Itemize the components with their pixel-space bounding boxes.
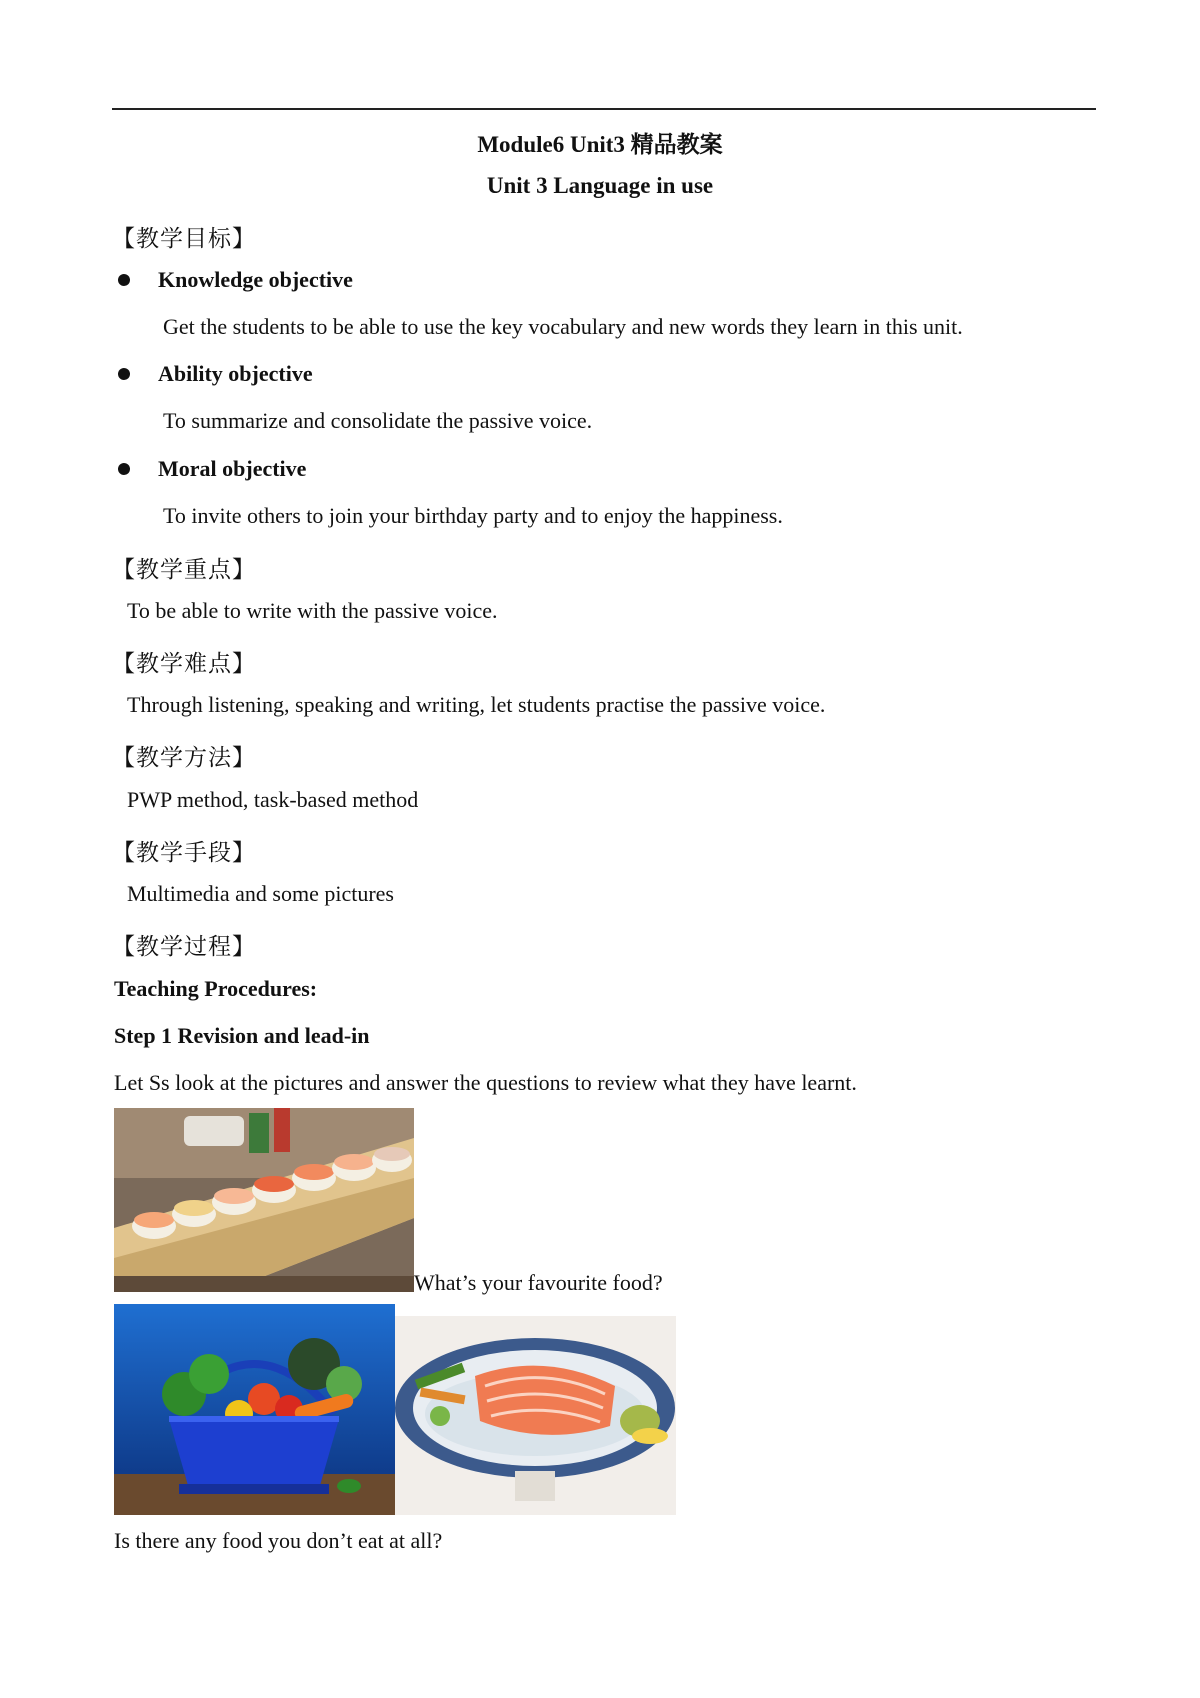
knowledge-objective-text: Get the students to be able to use the key vocabulary and new words they learn in this unit. <box>163 314 963 339</box>
objectives-heading: 【教学目标】 <box>112 226 256 251</box>
difficulty-heading: 【教学难点】 <box>112 651 256 676</box>
ability-objective-text: To summarize and consolidate the passive voice. <box>163 408 593 433</box>
question-food-dont-eat: Is there any food you don’t eat at all? <box>114 1528 443 1553</box>
document-subtitle: Unit 3 Language in use <box>486 173 714 198</box>
step1-text: Let Ss look at the pictures and answer the questions to review what they have learnt. <box>114 1070 857 1095</box>
salmon-sashimi-image <box>395 1316 676 1515</box>
method-heading: 【教学方法】 <box>112 745 256 770</box>
moral-objective-text: To invite others to join your birthday party and to enjoy the happiness. <box>163 503 783 528</box>
bullet-icon <box>118 368 130 380</box>
knowledge-objective-label: Knowledge objective <box>158 267 353 292</box>
document-title: Module6 Unit3 精品教案 <box>477 132 723 157</box>
means-heading: 【教学手段】 <box>112 840 256 865</box>
process-heading: 【教学过程】 <box>112 934 256 959</box>
bullet-icon <box>118 463 130 475</box>
bullet-icon <box>118 274 130 286</box>
key-points-heading: 【教学重点】 <box>112 557 256 582</box>
ability-objective-label: Ability objective <box>158 361 313 386</box>
key-points-text: To be able to write with the passive voice. <box>127 598 498 623</box>
means-text: Multimedia and some pictures <box>127 881 394 906</box>
teaching-procedures-label: Teaching Procedures: <box>114 976 318 1001</box>
header-rule <box>112 108 1096 110</box>
method-text: PWP method, task-based method <box>127 787 419 812</box>
step1-label: Step 1 Revision and lead-in <box>114 1023 370 1048</box>
question-favourite-food: What’s your favourite food? <box>414 1270 663 1295</box>
difficulty-text: Through listening, speaking and writing, let students practise the passive voice. <box>127 692 826 717</box>
moral-objective-label: Moral objective <box>158 456 307 481</box>
sushi-image <box>114 1108 414 1292</box>
vegetable-basket-image <box>114 1304 395 1515</box>
